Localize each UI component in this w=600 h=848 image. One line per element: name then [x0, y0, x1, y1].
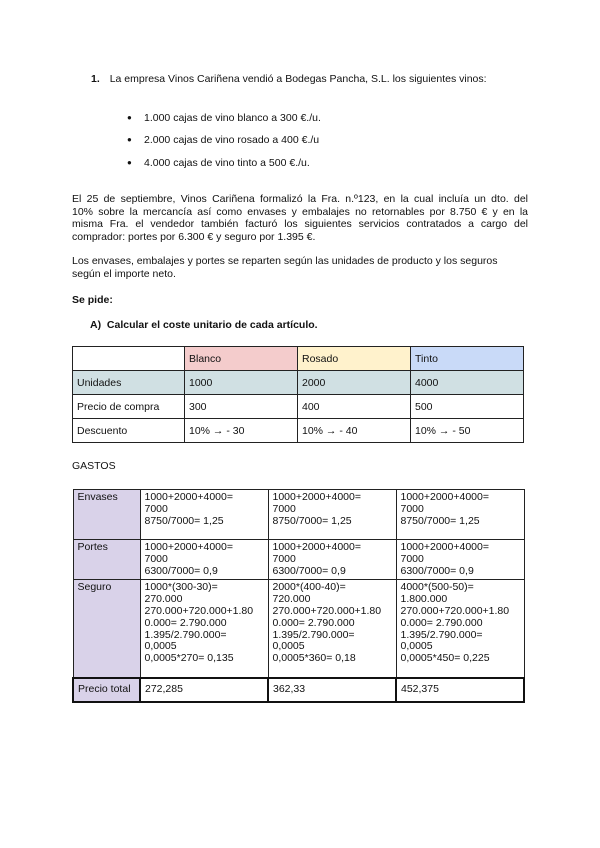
- question-line: [91, 73, 487, 85]
- paragraph-distribution: [72, 255, 528, 280]
- paragraph-line: comprador: portes por 6.300 € y seguro por 1.395 €.: [72, 230, 316, 243]
- calc-line: 1000+2000+4000=: [272, 541, 361, 553]
- calc-line: 0.000= 2.790.000: [272, 616, 355, 629]
- calc-cell: [140, 490, 268, 540]
- gastos-row-portes: [73, 540, 524, 580]
- calc-line: 8750/7000= 1,25: [144, 514, 224, 527]
- list-item-text: 2.000 cajas de vino rosado a 400 €./u: [144, 134, 320, 146]
- table-header-row: [73, 347, 524, 371]
- table-cell: 4000: [411, 371, 524, 395]
- calc-line: 0,0005*360= 0,18: [272, 652, 356, 665]
- calc-line: 7000: [144, 552, 168, 565]
- gastos-row-envases: [73, 490, 524, 540]
- se-pide-heading: Se pide:: [72, 294, 113, 306]
- calc-cell: [268, 580, 396, 678]
- header-tinto: Tinto: [411, 347, 524, 371]
- calc-line: 270.000: [144, 593, 183, 606]
- row-label: Precio total: [73, 678, 140, 702]
- table-cell: 500: [411, 395, 524, 419]
- calc-line: 0.000= 2.790.000: [144, 616, 227, 629]
- bullet-icon: ●: [127, 158, 132, 167]
- calc-line: 0.000= 2.790.000: [400, 616, 483, 629]
- gastos-table: [72, 489, 525, 703]
- question-number: 1.: [91, 73, 100, 85]
- calc-line: 270.000+720.000+1.80: [144, 604, 254, 617]
- calc-cell: [396, 540, 524, 580]
- calc-line: 0,0005*450= 0,225: [400, 652, 490, 665]
- calc-line: 8750/7000= 1,25: [400, 514, 480, 527]
- calc-cell: [268, 540, 396, 580]
- calc-line: 1.395/2.790.000=: [272, 628, 355, 641]
- calc-line: 720.000: [272, 593, 311, 606]
- total-cell: 272,285: [140, 678, 268, 702]
- gastos-label: GASTOS: [72, 460, 116, 472]
- calc-line: 7000: [144, 502, 168, 515]
- gastos-row-seguro: [73, 580, 524, 678]
- calc-line: 8750/7000= 1,25: [272, 514, 352, 527]
- list-item-text: 1.000 cajas de vino blanco a 300 €./u.: [144, 112, 321, 124]
- paragraph-line: según el importe neto.: [72, 267, 176, 280]
- calc-line: 7000: [272, 552, 296, 565]
- bullet-icon: ●: [127, 113, 132, 122]
- calc-line: 0,0005: [144, 640, 177, 653]
- calc-line: 1.800.000: [400, 593, 448, 606]
- header-rosado: Rosado: [298, 347, 411, 371]
- price-table: [72, 346, 524, 443]
- row-label: Descuento: [73, 419, 185, 443]
- paragraph-line: Los envases, embalajes y portes se reparten según las unidades de producto y los seguros: [72, 255, 498, 267]
- list-item-text: 4.000 cajas de vino tinto a 500 €./u.: [144, 157, 310, 169]
- total-cell: 452,375: [396, 678, 524, 702]
- calc-line: 6300/7000= 0,9: [400, 564, 474, 577]
- calc-line: 7000: [400, 502, 424, 515]
- gastos-row-total: [73, 678, 524, 702]
- table-row-unidades: [73, 371, 524, 395]
- calc-line: 1000+2000+4000=: [144, 541, 233, 553]
- calc-cell: [396, 580, 524, 678]
- paragraph-line: misma Fra. el vendedor también facturó los siguientes servicios contratados a cargo del: [72, 218, 528, 230]
- calc-line: 7000: [400, 552, 424, 565]
- table-cell: 10% → - 50: [411, 419, 524, 443]
- calc-line: 1000+2000+4000=: [400, 541, 489, 553]
- table-row-precio: [73, 395, 524, 419]
- table-row-descuento: [73, 419, 524, 443]
- calc-line: 0,0005: [272, 640, 305, 653]
- question-intro: La empresa Vinos Cariñena vendió a Bodegas Pancha, S.L. los siguientes vinos:: [109, 73, 487, 85]
- paragraph-invoice: [72, 193, 528, 243]
- table-cell: 400: [298, 395, 411, 419]
- row-label: Seguro: [73, 580, 140, 678]
- paragraph-line: El 25 de septiembre, Vinos Cariñena formalizó la Fra. n.º123, en la cual incluía un dto. del: [72, 193, 528, 205]
- calc-line: 0,0005*270= 0,135: [144, 652, 234, 665]
- table-cell: 10% → - 40: [298, 419, 411, 443]
- total-cell: 362,33: [268, 678, 396, 702]
- calc-cell: [140, 540, 268, 580]
- calc-line: 7000: [272, 502, 296, 515]
- paragraph-line: 10% sobre la mercancía así como envases y embalajes no retornables por 8.750 € y en la: [72, 205, 528, 218]
- calc-line: 6300/7000= 0,9: [272, 564, 346, 577]
- calc-line: 4000*(500-50)=: [400, 581, 474, 594]
- table-cell: 10% → - 30: [185, 419, 298, 443]
- calc-line: 1.395/2.790.000=: [400, 628, 483, 641]
- row-label: Envases: [73, 490, 140, 540]
- calc-line: 270.000+720.000+1.80: [400, 604, 510, 617]
- calc-line: 1000*(300-30)=: [144, 581, 218, 594]
- calc-cell: [140, 580, 268, 678]
- row-label: Unidades: [73, 371, 185, 395]
- calc-line: 1.395/2.790.000=: [144, 628, 227, 641]
- header-empty-cell: [73, 347, 185, 371]
- task-a-heading: A) Calcular el coste unitario de cada artículo.: [90, 319, 318, 331]
- calc-line: 0,0005: [400, 640, 433, 653]
- calc-line: 6300/7000= 0,9: [144, 564, 218, 577]
- row-label: Portes: [73, 540, 140, 580]
- calc-line: 1000+2000+4000=: [144, 491, 233, 503]
- calc-line: 1000+2000+4000=: [272, 491, 361, 503]
- bullet-icon: ●: [127, 135, 132, 144]
- calc-line: 270.000+720.000+1.80: [272, 604, 382, 617]
- calc-cell: [396, 490, 524, 540]
- calc-line: 1000+2000+4000=: [400, 491, 489, 503]
- header-blanco: Blanco: [185, 347, 298, 371]
- row-label: Precio de compra: [73, 395, 185, 419]
- calc-line: 2000*(400-40)=: [272, 581, 346, 594]
- table-cell: 300: [185, 395, 298, 419]
- table-cell: 1000: [185, 371, 298, 395]
- calc-cell: [268, 490, 396, 540]
- table-cell: 2000: [298, 371, 411, 395]
